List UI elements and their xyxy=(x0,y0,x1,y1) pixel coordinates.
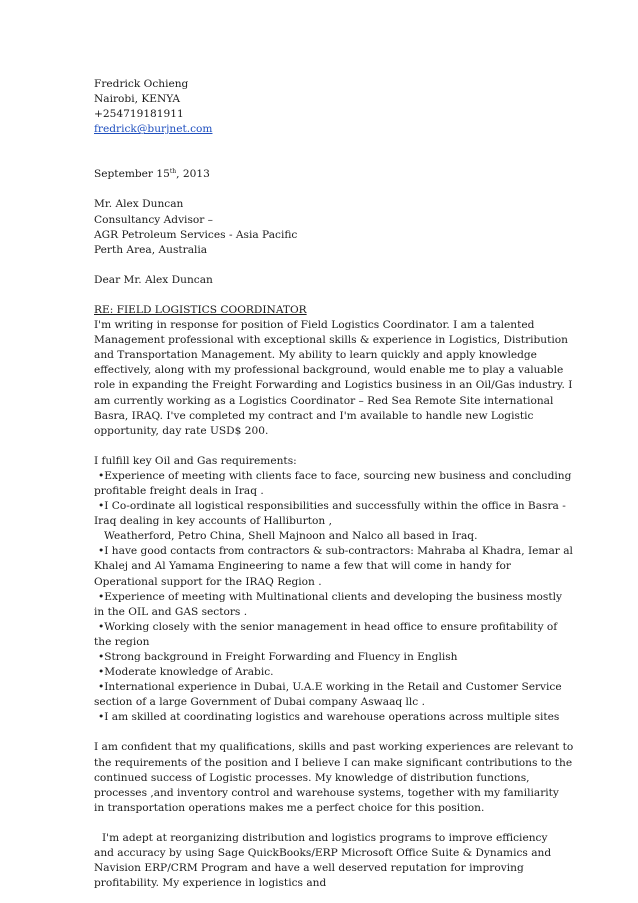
list-item-continuation: profitable freight deals in Iraq . xyxy=(94,484,264,497)
intro-paragraph xyxy=(94,318,573,439)
list-item-continuation: Weatherford, Petro China, Shell Majnoon and Nalco all based in Iraq. xyxy=(104,530,478,543)
list-item: •I have good contacts from contractors & sub-contractors: Mahraba al Khadra, Iemar al xyxy=(98,545,573,558)
recipient-location: Perth Area, Australia xyxy=(94,243,208,256)
paragraph-line: Basra, IRAQ. I've completed my contract and I'm available to handle new Logistic xyxy=(94,409,534,422)
paragraph-line: effectively, along with my professional background, would enable me to play a valuable xyxy=(94,364,564,377)
list-item-continuation: Iraq dealing in key accounts of Halliburton , xyxy=(94,515,332,528)
list-item: •International experience in Dubai, U.A.E working in the Retail and Customer Service xyxy=(98,681,562,694)
list-item-continuation: Operational support for the IRAQ Region . xyxy=(94,575,322,588)
adept-paragraph xyxy=(94,831,552,891)
sender-name: Fredrick Ochieng xyxy=(94,78,189,90)
paragraph-line: and accuracy by using Sage QuickBooks/ERP Microsoft Office Suite & Dynamics and xyxy=(94,847,552,860)
paragraph-line: Management professional with exceptional skills & experience in Logistics, Distribution xyxy=(94,334,568,347)
paragraph-line: and Transportation Management. My ability to learn quickly and apply knowledge xyxy=(94,349,537,362)
recipient-title: Consultancy Advisor – xyxy=(94,213,213,226)
salutation: Dear Mr. Alex Duncan xyxy=(94,273,213,286)
paragraph-line: role in expanding the Freight Forwarding and Logistics business in an Oil/Gas industry. I xyxy=(94,379,573,392)
date-suffix: th xyxy=(169,168,177,176)
list-item: •Experience of meeting with clients face to face, sourcing new business and concluding xyxy=(98,469,572,482)
sender-city: Nairobi, KENYA xyxy=(94,93,181,106)
list-item-continuation: Khalej and Al Yamama Engineering to name a few that will come in handy for xyxy=(94,560,511,573)
list-item: •Moderate knowledge of Arabic. xyxy=(98,666,274,679)
sender-block xyxy=(94,77,544,137)
sender-email-link[interactable]: fredrick@burjnet.com xyxy=(94,123,213,136)
list-item-continuation: in the OIL and GAS sectors . xyxy=(94,605,248,618)
list-item: •Experience of meeting with Multinational clients and developing the business mostly xyxy=(98,590,562,603)
paragraph-line: I am confident that my qualifications, skills and past working experiences are relevant to xyxy=(94,741,574,754)
date-prefix: September 15 xyxy=(94,168,170,181)
paragraph-line: the requirements of the position and I believe I can make significant contributions to the xyxy=(94,756,573,769)
paragraph-line: Navision ERP/CRM Program and have a well deserved reputation for improving xyxy=(94,862,524,875)
cover-letter-page xyxy=(94,77,574,891)
list-item-continuation: the region xyxy=(94,635,150,648)
paragraph-line: I'm writing in response for position of Field Logistics Coordinator. I am a talented xyxy=(94,319,535,332)
paragraph-line: am currently working as a Logistics Coordinator – Red Sea Remote Site international xyxy=(94,394,554,407)
paragraph-line: opportunity, day rate USD$ 200. xyxy=(94,424,269,437)
requirements-list xyxy=(94,469,573,726)
paragraph-line: I'm adept at reorganizing distribution and logistics programs to improve efficiency xyxy=(102,831,548,844)
list-item: •Working closely with the senior management in head office to ensure profitability of xyxy=(98,620,558,633)
subject-line: RE: FIELD LOGISTICS COORDINATOR xyxy=(94,303,307,316)
requirements-heading: I fulfill key Oil and Gas requirements: xyxy=(94,454,297,467)
paragraph-line: in transportation operations makes me a perfect choice for this position. xyxy=(94,801,485,814)
list-item: •I Co-ordinate all logistical responsibilities and successfully within the office in Basra - xyxy=(98,500,566,513)
recipient-company: AGR Petroleum Services - Asia Pacific xyxy=(94,228,298,241)
date-year: , 2013 xyxy=(176,168,210,181)
confidence-paragraph xyxy=(94,740,574,815)
paragraph-line: profitability. My experience in logistics and xyxy=(94,877,327,890)
list-item: •I am skilled at coordinating logistics and warehouse operations across multiple sites xyxy=(98,711,560,724)
date-line xyxy=(94,167,544,182)
list-item-continuation: section of a large Government of Dubai company Aswaaq llc . xyxy=(94,696,425,709)
paragraph-line: processes ,and inventory control and warehouse systems, together with my familiarity xyxy=(94,786,559,799)
list-item: •Strong background in Freight Forwarding and Fluency in English xyxy=(98,651,458,663)
paragraph-line: continued success of Logistic processes. My knowledge of distribution functions, xyxy=(94,771,530,784)
recipient-block xyxy=(94,197,544,257)
recipient-name: Mr. Alex Duncan xyxy=(94,198,184,211)
sender-phone: +254719181911 xyxy=(94,108,184,121)
